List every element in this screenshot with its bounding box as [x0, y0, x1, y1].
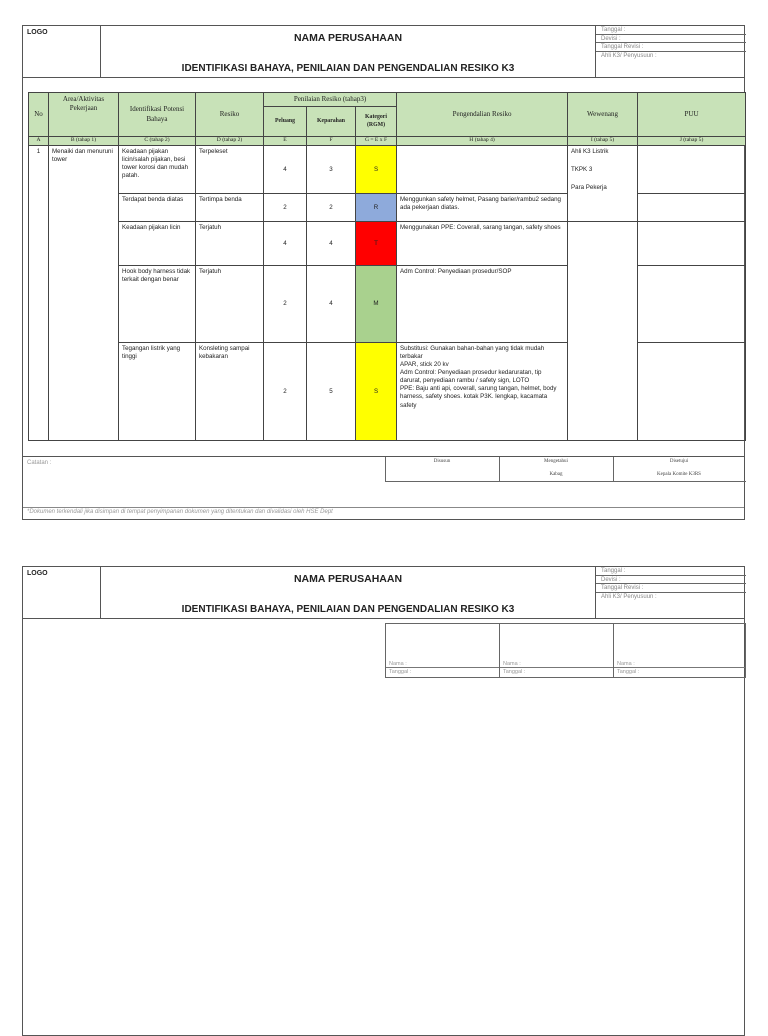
cell-resiko: Konsleting sampai kebakaran: [196, 343, 264, 441]
wewenang-item: Ahli K3 Listrik: [571, 148, 609, 156]
risk-table: [28, 92, 746, 441]
cell-bahaya: Keadaan pijakan licin/salah pijakan, besi tower korosi dan mudah patah.: [119, 146, 196, 194]
nama-label: Nama :: [500, 661, 613, 668]
cell-bahaya: Tegangan listrik yang tinggi: [119, 343, 196, 441]
cell-bahaya: Keadaan pijakan licin: [119, 222, 196, 266]
col-resiko: Resiko: [196, 93, 264, 137]
cell-peluang: 4: [264, 222, 307, 266]
col-puu: PUU: [638, 93, 746, 137]
cell-keparahan: 4: [307, 222, 356, 266]
meta-tanggal-revisi: Tanggal Revisi :: [596, 584, 746, 593]
cell-kategori: S: [356, 146, 397, 194]
cell-bahaya: Hook body harness tidak terkait dengan benar: [119, 266, 196, 343]
mengetahui-label: Mengetahui: [544, 459, 568, 464]
footer-note: *Dokumen terkendali jika disimpan di tempat penyimpanan dokumen yang ditentukan dan divalidasi oleh HSE Dept: [27, 509, 333, 515]
code-cell: H (tahap 4): [397, 137, 568, 146]
table-row: [29, 266, 746, 343]
table-row: [29, 222, 746, 266]
company-name: NAMA PERUSAHAAN: [293, 32, 403, 44]
cell-kategori: R: [356, 194, 397, 222]
col-identifikasi: Identifikasi Potensi Bahaya: [119, 93, 196, 137]
meta-devisi: Devisi :: [596, 576, 746, 585]
col-area: Area/Aktivitas Pekerjaan: [49, 93, 119, 137]
column-codes-row: [29, 137, 746, 146]
col-kategori: Kategori (RGM): [356, 107, 397, 137]
catatan-label: Catatan :: [27, 460, 52, 466]
tanggal-label: Tanggal :: [389, 669, 412, 675]
document-header: [23, 567, 744, 619]
cell-puu: [638, 194, 746, 222]
meta-ahli-k3: Ahli K3/ Penyusuun :: [601, 593, 657, 600]
document-title: IDENTIFIKASI BAHAYA, PENILAIAN DAN PENGENDALIAN RESIKO K3: [181, 63, 515, 74]
col-peluang: Peluang: [264, 107, 307, 137]
code-cell: D (tahap 2): [196, 137, 264, 146]
kabag-label: Kabag: [549, 472, 563, 477]
company-name: NAMA PERUSAHAAN: [293, 573, 403, 585]
cell-keparahan: 4: [307, 266, 356, 343]
tanggal-label: Tanggal :: [617, 669, 640, 675]
document-page-1: [22, 25, 745, 520]
cell-puu: [638, 343, 746, 441]
document-title: IDENTIFIKASI BAHAYA, PENILAIAN DAN PENGENDALIAN RESIKO K3: [181, 604, 515, 615]
cell-wewenang-empty: [568, 222, 638, 441]
wewenang-item: TKPK 3: [571, 166, 593, 174]
cell-puu: [638, 222, 746, 266]
cell-wewenang: [568, 146, 638, 222]
col-wewenang: Wewenang: [568, 93, 638, 137]
meta-ahli-k3: Ahli K3/ Penyusuun :: [601, 52, 657, 59]
disetujui-label: Disetujui: [669, 459, 689, 464]
meta-devisi: Devisi :: [596, 35, 746, 44]
cell-resiko: Tertimpa benda: [196, 194, 264, 222]
code-cell: A: [29, 137, 49, 146]
col-pengendalian: Pengendalian Resiko: [397, 93, 568, 137]
nama-label: Nama :: [614, 661, 745, 668]
code-cell: I (tahap 5): [568, 137, 638, 146]
code-cell: F: [307, 137, 356, 146]
cell-pengendalian: Menggunakan PPE: Coverall, sarang tangan, safety shoes: [397, 222, 568, 266]
disusun-label: Disusun: [433, 459, 451, 464]
row-area: Menaiki dan menuruni tower: [49, 146, 119, 441]
row-no: 1: [29, 146, 49, 441]
cell-pengendalian: Adm Control: Penyediaan prosedur/SOP: [397, 266, 568, 343]
code-cell: J (tahap 5): [638, 137, 746, 146]
tanggal-label: Tanggal :: [503, 669, 526, 675]
cell-resiko: Terjatuh: [196, 222, 264, 266]
code-cell: C (tahap 2): [119, 137, 196, 146]
cell-pengendalian: [397, 146, 568, 194]
cell-peluang: 4: [264, 146, 307, 194]
meta-tanggal: Tanggal :: [596, 26, 746, 35]
table-row: [29, 146, 746, 194]
cell-peluang: 2: [264, 343, 307, 441]
cell-keparahan: 3: [307, 146, 356, 194]
document-header: [23, 26, 744, 78]
document-footer: [23, 456, 744, 521]
code-cell: B (tahap 1): [49, 137, 119, 146]
cell-puu: [638, 266, 746, 343]
cell-peluang: 2: [264, 266, 307, 343]
col-penilaian: Penilaian Resiko (tahap3): [264, 93, 397, 107]
header-meta: [596, 567, 746, 601]
document-page-2: [22, 566, 745, 1036]
col-no: No: [29, 93, 49, 137]
cell-resiko: Terpeleset: [196, 146, 264, 194]
logo: LOGO: [27, 29, 48, 36]
cell-pengendalian: Menggunkan safety helmet, Pasang barier/rambu2 sedang ada pekerjaan diatas.: [397, 194, 568, 222]
wewenang-item: Para Pekerja: [571, 184, 607, 192]
cell-kategori: M: [356, 266, 397, 343]
cell-kategori: S: [356, 343, 397, 441]
col-keparahan: Keparahan: [307, 107, 356, 137]
cell-peluang: 2: [264, 194, 307, 222]
table-row: [29, 343, 746, 441]
code-cell: E: [264, 137, 307, 146]
meta-tanggal-revisi: Tanggal Revisi :: [596, 43, 746, 52]
cell-keparahan: 2: [307, 194, 356, 222]
logo: LOGO: [27, 570, 48, 577]
code-cell: G = E x F: [356, 137, 397, 146]
cell-bahaya: Terdapat benda diatas: [119, 194, 196, 222]
kepala-komite-label: Kepala Komite K3RS: [657, 472, 701, 477]
header-meta: [596, 26, 746, 60]
cell-pengendalian: Substitusi: Gunakan bahan-bahan yang tidak mudah terbakar APAR, stick 20 kv Adm Control: Penyediaan prosedur kedaruratan, tip darurat, penyediaan rambu / safety sign, LOTO PPE: Baju anti api, coverall, sarung tangan, helmet, body harness, safety shoes. kotak P3K. lengkap, kacamata safety: [397, 343, 568, 441]
nama-label: Nama :: [386, 661, 499, 668]
cell-puu: [638, 146, 746, 194]
meta-tanggal: Tanggal :: [596, 567, 746, 576]
cell-resiko: Terjatuh: [196, 266, 264, 343]
cell-kategori: T: [356, 222, 397, 266]
cell-keparahan: 5: [307, 343, 356, 441]
table-row: [29, 194, 746, 222]
